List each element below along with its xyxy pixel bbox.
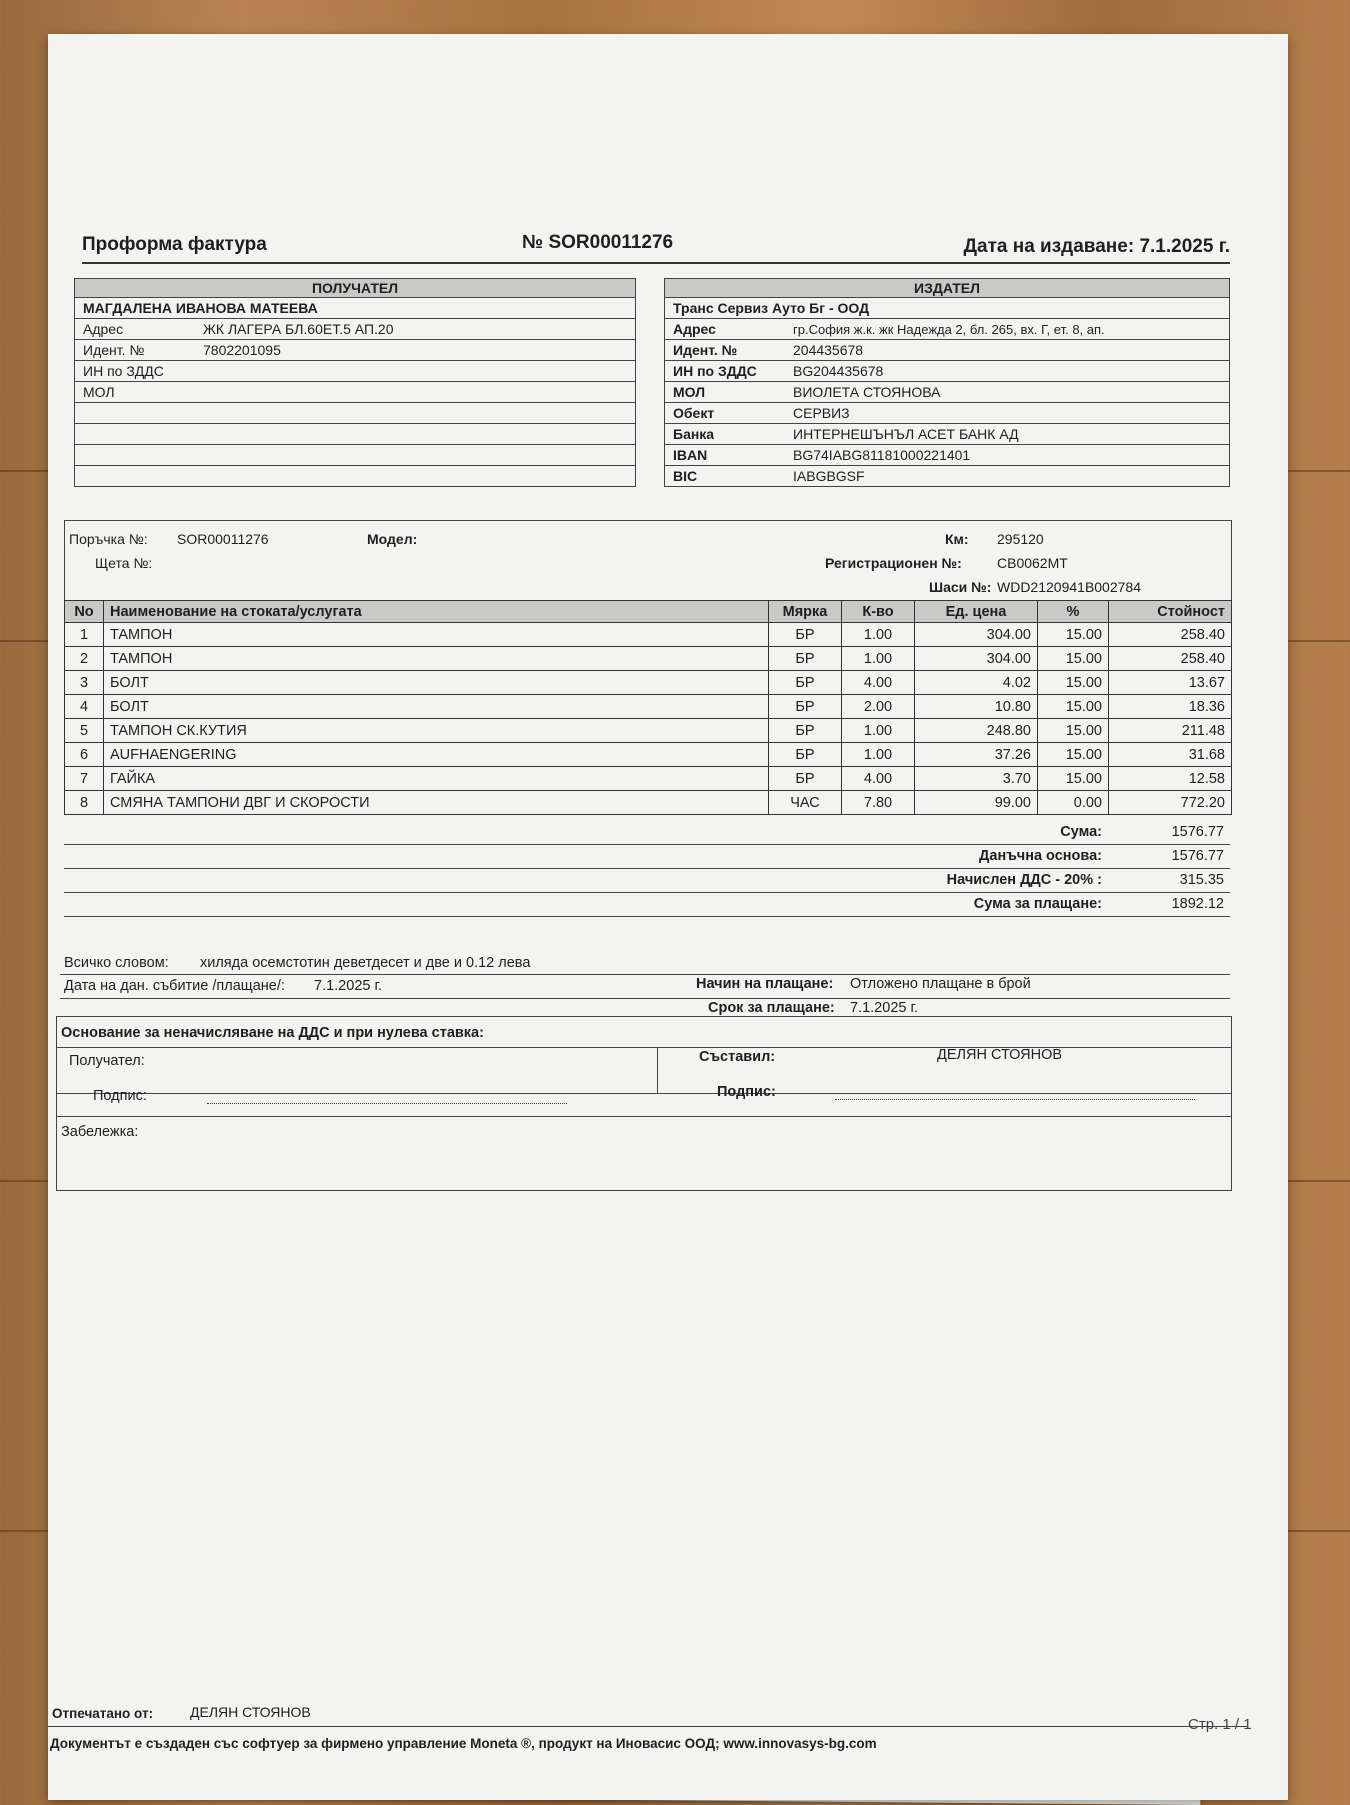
item-unit-price: 99.00: [915, 791, 1038, 815]
item-amount: 13.67: [1109, 671, 1232, 695]
issuer-vat-value: BG204435678: [785, 361, 1230, 382]
item-percent: 0.00: [1038, 791, 1109, 815]
item-amount: 258.40: [1109, 623, 1232, 647]
recipient-blank-row: [75, 403, 636, 424]
chassis-label: Шаси №:: [929, 579, 992, 595]
tax-base-value: 1576.77: [1171, 848, 1224, 864]
item-percent: 15.00: [1038, 767, 1109, 791]
tax-event-label: Дата на дан. събитие /плащане/:: [64, 978, 285, 994]
item-qty: 1.00: [842, 647, 915, 671]
issuer-bic-value: IABGBGSF: [785, 466, 1230, 487]
vat-row: [64, 868, 1230, 893]
recipient-name: МАГДАЛЕНА ИВАНОВА МАТЕЕВА: [75, 298, 636, 319]
item-unit: БР: [769, 743, 842, 767]
document-number: № SOR00011276: [522, 232, 674, 253]
order-value: SOR00011276: [177, 531, 269, 547]
item-unit: БР: [769, 671, 842, 695]
item-qty: 1.00: [842, 743, 915, 767]
recipient-address-label: Адрес: [75, 319, 196, 340]
printed-by-label: Отпечатано от:: [52, 1706, 154, 1721]
tax-event-row: [60, 974, 1230, 999]
recipient-box: [74, 278, 636, 487]
item-unit: БР: [769, 767, 842, 791]
recipient-vat-value: [195, 361, 636, 382]
item-row: [65, 623, 1232, 647]
issuer-header: ИЗДАТЕЛ: [665, 279, 1230, 298]
tax-event-value: 7.1.2025 г.: [314, 978, 383, 994]
item-unit-price: 37.26: [915, 743, 1038, 767]
items-table: [64, 600, 1232, 815]
col-amount: Стойност: [1109, 601, 1232, 623]
item-percent: 15.00: [1038, 671, 1109, 695]
item-percent: 15.00: [1038, 623, 1109, 647]
recipient-id-value: 7802201095: [195, 340, 636, 361]
item-row: [65, 791, 1232, 815]
item-qty: 7.80: [842, 791, 915, 815]
item-row: [65, 767, 1232, 791]
col-percent: %: [1038, 601, 1109, 623]
item-amount: 31.68: [1109, 743, 1232, 767]
item-amount: 772.20: [1109, 791, 1232, 815]
item-unit: ЧАС: [769, 791, 842, 815]
item-name: СМЯНА ТАМПОНИ ДВГ И СКОРОСТИ: [104, 791, 769, 815]
item-qty: 2.00: [842, 695, 915, 719]
item-unit-price: 304.00: [915, 647, 1038, 671]
col-unit: Мярка: [769, 601, 842, 623]
col-name: Наименование на стоката/услугата: [104, 601, 769, 623]
amount-due-label: Сума за плащане:: [973, 896, 1102, 912]
item-unit-price: 3.70: [915, 767, 1038, 791]
issuer-address-label: Адрес: [665, 319, 786, 340]
recipient-id-label: Идент. №: [75, 340, 196, 361]
due-date-label: Срок за плащане:: [708, 1000, 835, 1016]
page-number: Стр. 1 / 1: [1188, 1716, 1252, 1733]
order-info: [64, 520, 1232, 601]
item-unit-price: 304.00: [915, 623, 1038, 647]
composer-name: ДЕЛЯН СТОЯНОВ: [937, 1047, 1063, 1063]
item-qty: 4.00: [842, 767, 915, 791]
invoice-page: [48, 34, 1288, 1800]
vat-value: 315.35: [1179, 872, 1224, 888]
km-value: 295120: [997, 531, 1044, 547]
recipient-address-value: ЖК ЛАГЕРА БЛ.60ЕТ.5 АП.20: [195, 319, 636, 340]
issuer-id-label: Идент. №: [665, 340, 786, 361]
item-row: [65, 743, 1232, 767]
vat-label: Начислен ДДС - 20% :: [946, 872, 1102, 888]
item-qty: 4.00: [842, 671, 915, 695]
item-row: [65, 671, 1232, 695]
item-row: [65, 647, 1232, 671]
item-no: 3: [65, 671, 104, 695]
item-unit: БР: [769, 623, 842, 647]
item-unit: БР: [769, 695, 842, 719]
item-no: 4: [65, 695, 104, 719]
order-label: Поръчка №:: [69, 531, 148, 547]
recipient-signature-line: [207, 1102, 567, 1104]
issuer-bank-value: ИНТЕРНЕШЪНЪЛ АСЕТ БАНК АД: [785, 424, 1230, 445]
item-qty: 1.00: [842, 623, 915, 647]
items-body: [65, 623, 1232, 815]
printed-by-value: ДЕЛЯН СТОЯНОВ: [190, 1704, 311, 1720]
issuer-mol-label: МОЛ: [665, 382, 786, 403]
model-label: Модел:: [367, 531, 418, 547]
item-amount: 12.58: [1109, 767, 1232, 791]
issue-date: Дата на издаване: 7.1.2025 г.: [963, 236, 1230, 257]
amount-in-words-row: [60, 952, 1230, 975]
software-note: Документът е създаден със софтуер за фирмено управление Moneta ®, продукт на Иновасис ООД; www.innovasys-bg.com: [50, 1736, 877, 1751]
due-date-value: 7.1.2025 г.: [850, 1000, 919, 1016]
item-no: 7: [65, 767, 104, 791]
issuer-object-label: Обект: [665, 403, 786, 424]
item-percent: 15.00: [1038, 743, 1109, 767]
issuer-name: Транс Сервиз Ауто Бг - ООД: [665, 298, 1230, 319]
item-amount: 258.40: [1109, 647, 1232, 671]
col-no: No: [65, 601, 104, 623]
issuer-mol-value: ВИОЛЕТА СТОЯНОВА: [785, 382, 1230, 403]
item-no: 8: [65, 791, 104, 815]
issuer-address-value: гр.София ж.к. жк Надежда 2, бл. 265, вх. Г, ет. 8, ап.: [785, 319, 1230, 340]
item-row: [65, 695, 1232, 719]
item-unit-price: 248.80: [915, 719, 1038, 743]
item-no: 2: [65, 647, 104, 671]
due-date-row: [60, 998, 1230, 1016]
items-header-row: [65, 601, 1232, 623]
issuer-vat-label: ИН по ЗДДС: [665, 361, 786, 382]
item-unit-price: 4.02: [915, 671, 1038, 695]
item-name: БОЛТ: [104, 695, 769, 719]
composer-label: Съставил:: [699, 1049, 776, 1065]
recipient-blank-row: [75, 424, 636, 445]
item-percent: 15.00: [1038, 647, 1109, 671]
amount-in-words-value: хиляда осемстотин деветдесет и две и 0.12 лева: [200, 955, 531, 971]
item-amount: 211.48: [1109, 719, 1232, 743]
recipient-mol-label: МОЛ: [75, 382, 196, 403]
recipient-sign-label: Получател:: [69, 1053, 145, 1069]
item-no: 1: [65, 623, 104, 647]
item-name: ТАМПОН: [104, 647, 769, 671]
recipient-blank-row: [75, 445, 636, 466]
issuer-bic-label: BIC: [665, 466, 786, 487]
document-title: Проформа фактура: [82, 234, 267, 255]
item-name: ТАМПОН: [104, 623, 769, 647]
total-sum-value: 1576.77: [1171, 824, 1224, 840]
total-sum-row: [64, 820, 1230, 845]
item-amount: 18.36: [1109, 695, 1232, 719]
item-row: [65, 719, 1232, 743]
item-percent: 15.00: [1038, 695, 1109, 719]
issuer-iban-value: BG74IABG81181000221401: [785, 445, 1230, 466]
item-name: AUFHAENGERING: [104, 743, 769, 767]
note-divider: [57, 1116, 1231, 1117]
note-box: [56, 1084, 1232, 1191]
recipient-blank-row: [75, 466, 636, 487]
note-label: Забележка:: [61, 1124, 139, 1140]
claim-label: Щета №:: [95, 555, 153, 571]
signature-column-divider: [657, 1047, 658, 1093]
item-unit: БР: [769, 719, 842, 743]
tax-base-label: Данъчна основа:: [979, 848, 1102, 864]
recipient-vat-label: ИН по ЗДДС: [75, 361, 196, 382]
item-unit: БР: [769, 647, 842, 671]
registration-label: Регистрационен №:: [825, 555, 962, 571]
item-name: ГАЙКА: [104, 767, 769, 791]
recipient-mol-value: [195, 382, 636, 403]
amount-due-row: [64, 892, 1230, 917]
total-sum-label: Сума:: [1060, 824, 1102, 840]
issuer-box: [664, 278, 1230, 487]
item-no: 6: [65, 743, 104, 767]
issuer-object-value: СЕРВИЗ: [785, 403, 1230, 424]
issuer-iban-label: IBAN: [665, 445, 786, 466]
km-label: Км:: [945, 531, 969, 547]
tax-base-row: [64, 844, 1230, 869]
item-unit-price: 10.80: [915, 695, 1038, 719]
recipient-signature-label: Подпис:: [93, 1088, 147, 1104]
col-qty: К-во: [842, 601, 915, 623]
vat-basis-label: Основание за неначисляване на ДДС и при нулева ставка:: [61, 1025, 484, 1041]
composer-signature-line: [835, 1098, 1195, 1100]
footer-divider: [48, 1726, 1248, 1727]
item-name: ТАМПОН СК.КУТИЯ: [104, 719, 769, 743]
issuer-id-value: 204435678: [785, 340, 1230, 361]
issuer-bank-label: Банка: [665, 424, 786, 445]
recipient-header: ПОЛУЧАТЕЛ: [75, 279, 636, 298]
item-percent: 15.00: [1038, 719, 1109, 743]
item-name: БОЛТ: [104, 671, 769, 695]
payment-method-value: Отложено плащане в брой: [850, 976, 1031, 992]
chassis-value: WDD2120941B002784: [997, 579, 1141, 595]
payment-method-label: Начин на плащане:: [696, 976, 834, 992]
col-unit-price: Ед. цена: [915, 601, 1038, 623]
item-qty: 1.00: [842, 719, 915, 743]
amount-in-words-label: Всичко словом:: [64, 955, 169, 971]
registration-value: CB0062MT: [997, 555, 1068, 571]
item-no: 5: [65, 719, 104, 743]
composer-signature-label: Подпис:: [717, 1084, 776, 1100]
amount-due-value: 1892.12: [1171, 896, 1224, 912]
signature-box: [56, 1016, 1232, 1094]
invoice-header: [82, 234, 1230, 264]
